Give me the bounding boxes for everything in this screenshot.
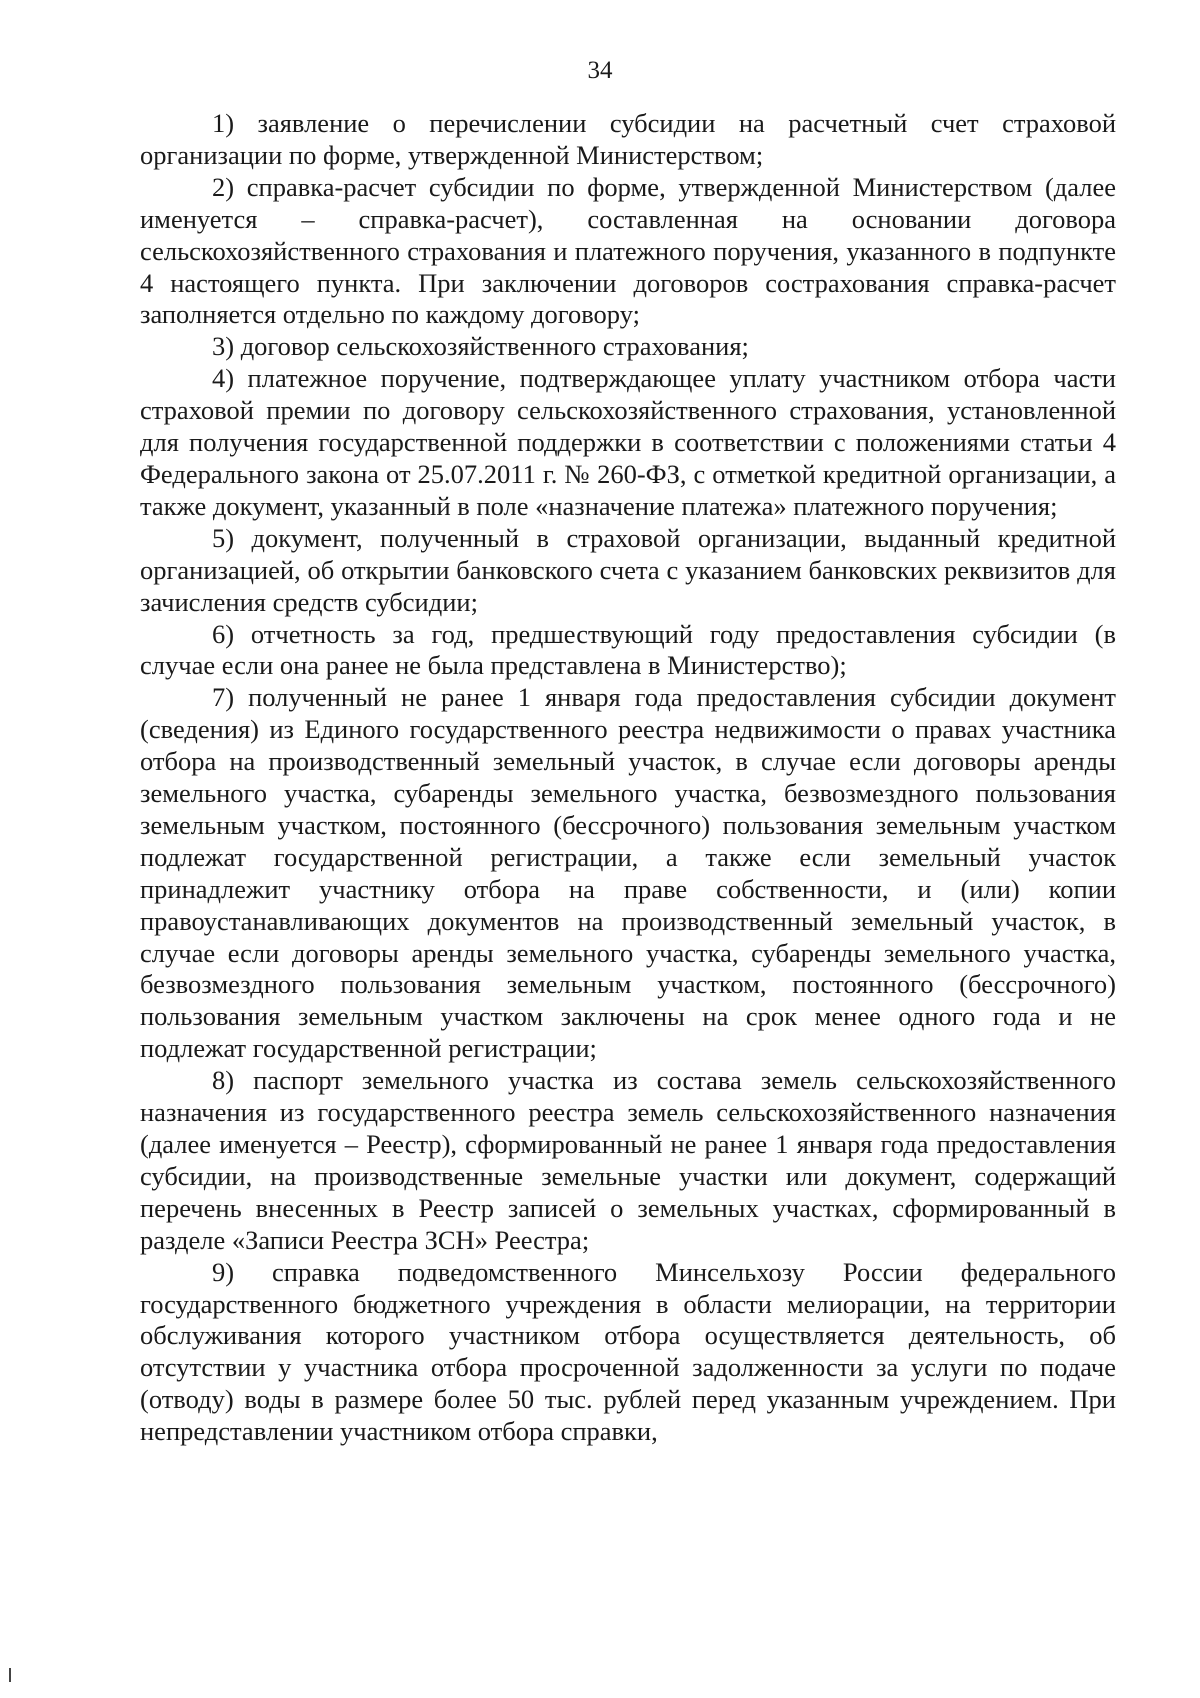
paragraph-item-8: 8) паспорт земельного участка из состава земель сельскохозяйственного назначения из государственного реестра земель сельскохозяйственного назначения (далее именуется – Реестр), сформированный не ранее 1 января года предоставления субсидии, на производственные земельные участки или документ, содержащий перечень внесенных в Реестр записей о земельных участках, сформированный в разделе «Записи Реестра ЗСН» Реестра; bbox=[140, 1065, 1116, 1255]
scan-edge-mark bbox=[9, 1668, 11, 1682]
paragraph-item-6: 6) отчетность за год, предшествующий году предоставления субсидии (в случае если она ранее не была представлена в Министерство); bbox=[140, 618, 1116, 681]
paragraph-item-3: 3) договор сельскохозяйственного страхования; bbox=[212, 331, 749, 362]
paragraph-item-9: 9) справка подведомственного Минсельхозу России федерального государственного бюджетного учреждения в области мелиорации, на территории обслуживания которого участником отбора осуществляется деятельность, об отсутствии у участника отбора просроченной задолженности за услуги по подаче (отводу) воды в размере более 50 тыс. рублей перед указанным учреждением. При непредставлении участником отбора справки, bbox=[140, 1256, 1116, 1447]
document-body bbox=[140, 108, 1116, 1448]
paragraph-item-4: 4) платежное поручение, подтверждающее уплату участником отбора части страховой премии по договору сельскохозяйственного страхования, установленной для получения государственной поддержки в соответствии с положениями статьи 4 Федерального закона от 25.07.2011 г. № 260-ФЗ, с отметкой кредитной организации, а также документ, указанный в поле «назначение платежа» платежного поручения; bbox=[140, 363, 1116, 521]
page-number: 34 bbox=[587, 57, 613, 84]
paragraph-item-2: 2) справка-расчет субсидии по форме, утвержденной Министерством (далее именуется – справка-расчет), составленная на основании договора сельскохозяйственного страхования и платежного поручения, указанного в подпункте 4 настоящего пункта. При заключении договоров сострахования справка-расчет заполняется отдельно по каждому договору; bbox=[140, 171, 1116, 330]
paragraph-item-1: 1) заявление о перечислении субсидии на расчетный счет страховой организации по форме, утвержденной Министерством; bbox=[140, 108, 1116, 170]
paragraph-item-5: 5) документ, полученный в страховой организации, выданный кредитной организацией, об открытии банковского счета с указанием банковских реквизитов для зачисления средств субсидии; bbox=[140, 522, 1116, 617]
paragraph-item-7: 7) полученный не ранее 1 января года предоставления субсидии документ (сведения) из Единого государственного реестра недвижимости о правах участника отбора на производственный земельный участок, в случае если договоры аренды земельного участка, субаренды земельного участка, безвозмездного пользования земельным участком, постоянного (бессрочного) пользования земельным участком подлежат государственной регистрации, а также если земельный участок принадлежит участнику отбора на праве собственности, и (или) копии правоустанавливающих документов на производственный земельный участок, в случае если договоры аренды земельного участка, субаренды земельного участка, безвозмездного пользования земельным участком, постоянного (бессрочного) пользования земельным участком заключены на срок менее одного года и не подлежат государственной регистрации; bbox=[140, 682, 1116, 1064]
